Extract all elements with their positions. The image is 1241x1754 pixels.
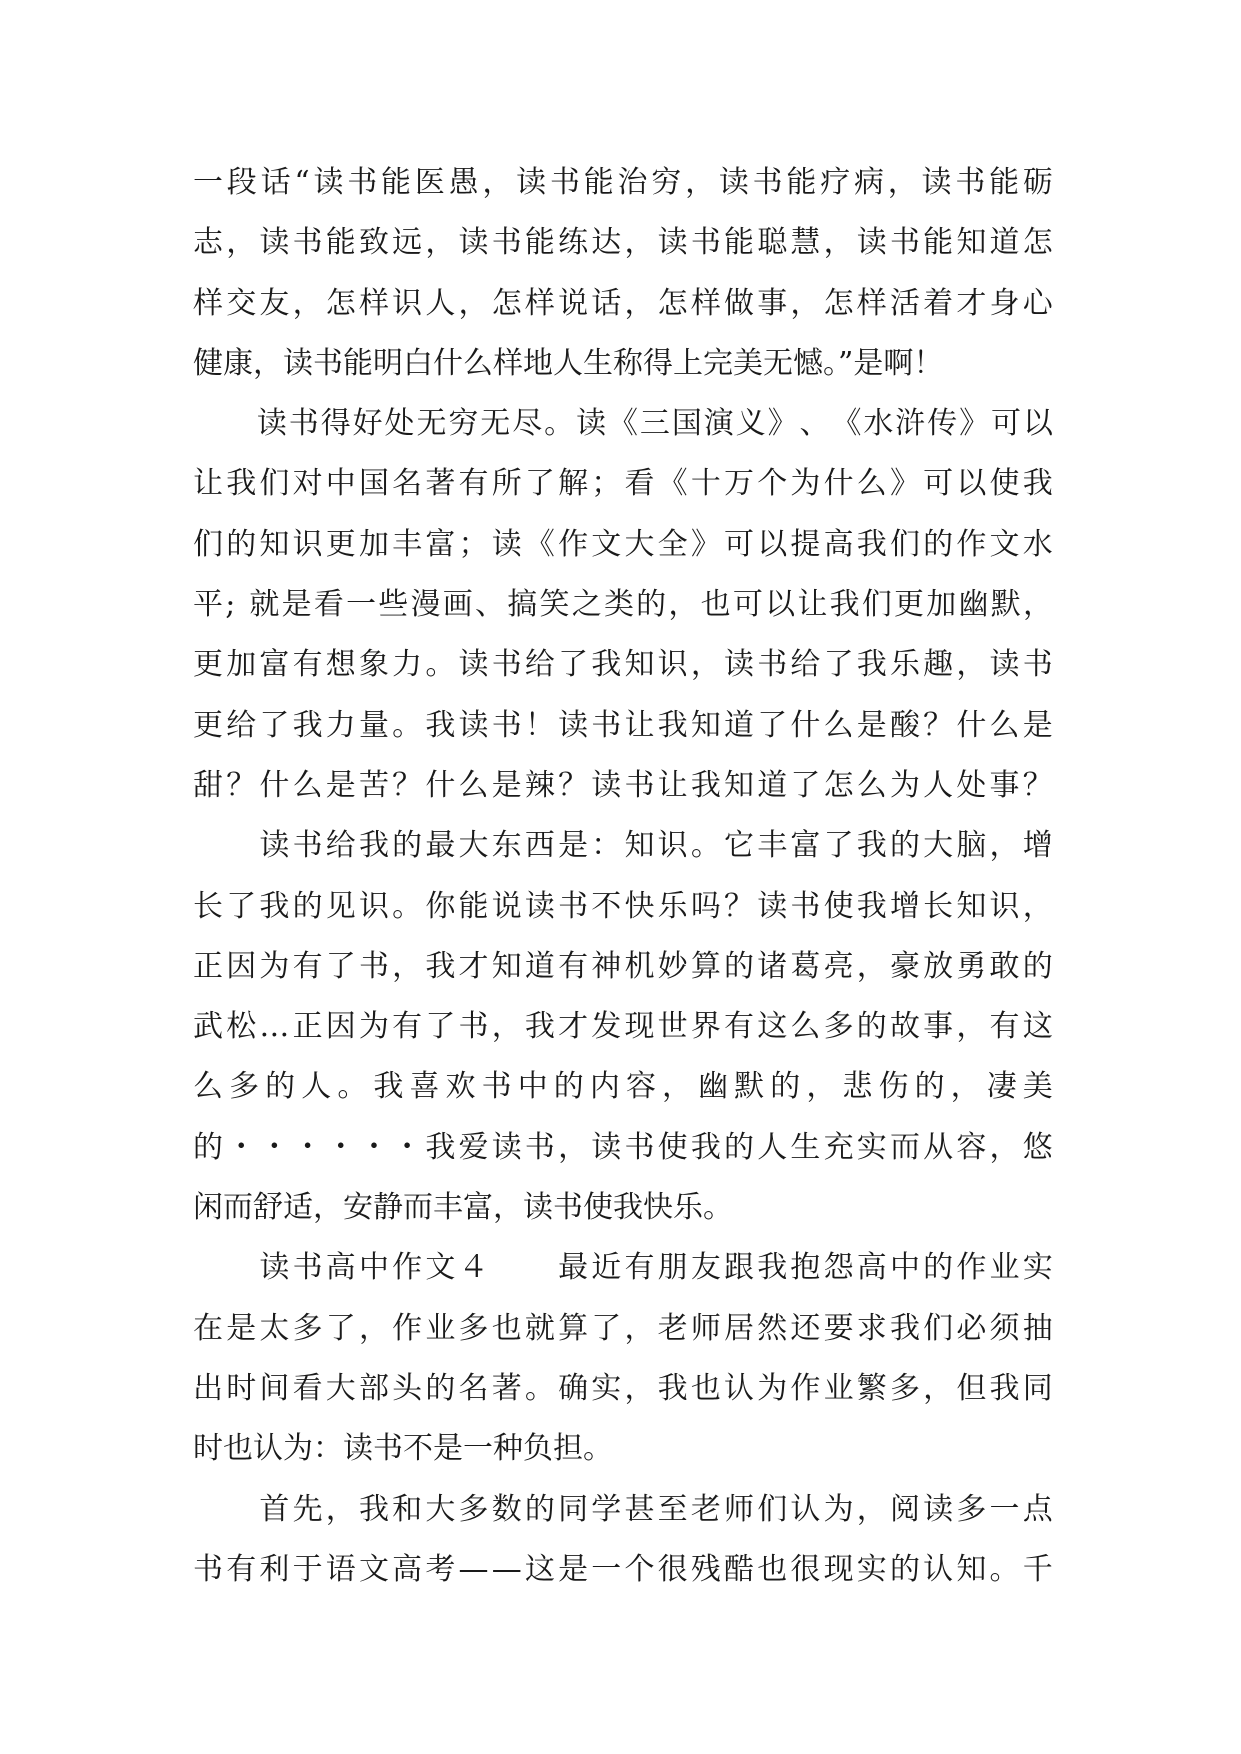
text-line: 正 因 为 有 了 书 ， 我 才 知 道 有 神 机 妙 算 的 诸 葛 亮 ， 豪 放 勇 敢 的 — [193, 948, 1053, 984]
text-line: 书 有 利 于 语 文 高 考 — — 这 是 一 个 很 残 酷 也 很 现 实 的 认 知 。 千 — [193, 1551, 1053, 1587]
text-line: 武 松 … 正 因 为 有 了 书 ， 我 才 发 现 世 界 有 这 么 多 的 故 事 ， 有 这 — [193, 1009, 1053, 1045]
text-line: 让 我 们 对 中 国 名 著 有 所 了 解 ； 看 《 十 万 个 为 什 么 》 可 以 使 我 — [193, 466, 1053, 502]
text-line: 么 多 的 人 。 我 喜 欢 书 中 的 内 容 ， 幽 默 的 ， 悲 伤 的 ， 凄 美 — [193, 1069, 1053, 1105]
text-line: 更 加 富 有 想 象 力 。 读 书 给 了 我 知 识 ， 读 书 给 了 我 乐 趣 ， 读 书 — [193, 647, 1053, 683]
text-line: 甜 ？ 什 么 是 苦 ？ 什 么 是 辣 ？ 读 书 让 我 知 道 了 怎 么 为 人 处 事 ？ — [193, 767, 1053, 803]
text-line: 在 是 太 多 了 ， 作 业 多 也 就 算 了 ， 老 师 居 然 还 要 求 我 们 必 须 抽 — [193, 1310, 1053, 1346]
text-line: 出 时 间 看 大 部 头 的 名 著 。 确 实 ， 我 也 认 为 作 业 繁 多 ， 但 我 同 — [193, 1370, 1053, 1406]
text-line: 首 先 ， 我 和 大 多 数 的 同 学 甚 至 老 师 们 认 为 ， 阅 读 多 一 点 — [259, 1491, 1053, 1527]
text-line: 们 的 知 识 更 加 丰 富 ； 读 《 作 文 大 全 》 可 以 提 高 我 们 的 作 文 水 — [193, 526, 1053, 562]
text-line: 健康，读书能明白什么样地人生称得上完美无憾。”是啊！ — [193, 345, 944, 381]
text-line: 一 段 话 “ 读 书 能 医 愚 ， 读 书 能 治 穷 ， 读 书 能 疗 病 ， 读 书 能 砺 — [193, 165, 1053, 200]
text-line: 样 交 友 ， 怎 样 识 人 ， 怎 样 说 话 ， 怎 样 做 事 ， 怎 样 活 着 才 身 心 — [193, 285, 1053, 321]
text-line: 志 ， 读 书 能 致 远 ， 读 书 能 练 达 ， 读 书 能 聪 慧 ， 读 书 能 知 道 怎 — [193, 225, 1053, 261]
text-line: 读 书 高 中 作 文 ４ 最 近 有 朋 友 跟 我 抱 怨 高 中 的 作 业 实 — [259, 1250, 1053, 1286]
text-line: 闲而舒适，安静而丰富，读书使我快乐。 — [193, 1190, 733, 1226]
text-line: 更 给 了 我 力 量 。 我 读 书 ！ 读 书 让 我 知 道 了 什 么 是 酸 ？ 什 么 是 — [193, 707, 1053, 743]
text-line: 的 ・ ・ ・ ・ ・ ・ 我 爱 读 书 ， 读 书 使 我 的 人 生 充 实 而 从 容 ， 悠 — [193, 1129, 1053, 1165]
text-line: 读 书 给 我 的 最 大 东 西 是 ： 知 识 。 它 丰 富 了 我 的 大 脑 ， 增 — [259, 828, 1053, 864]
text-line: 时也认为：读书不是一种负担。 — [193, 1431, 613, 1467]
document-body-text — [193, 153, 1053, 1600]
text-line: 长 了 我 的 见 识 。 你 能 说 读 书 不 快 乐 吗 ？ 读 书 使 我 增 长 知 识 ， — [193, 888, 1053, 924]
text-line: 平 ; 就 是 看 一 些 漫 画 、 搞 笑 之 类 的 ， 也 可 以 让 我 们 更 加 幽 默 ， — [193, 587, 1053, 623]
text-line: 读 书 得 好 处 无 穷 无 尽 。 读 《 三 国 演 义 》 、 《 水 浒 传 》 可 以 — [256, 406, 1053, 442]
